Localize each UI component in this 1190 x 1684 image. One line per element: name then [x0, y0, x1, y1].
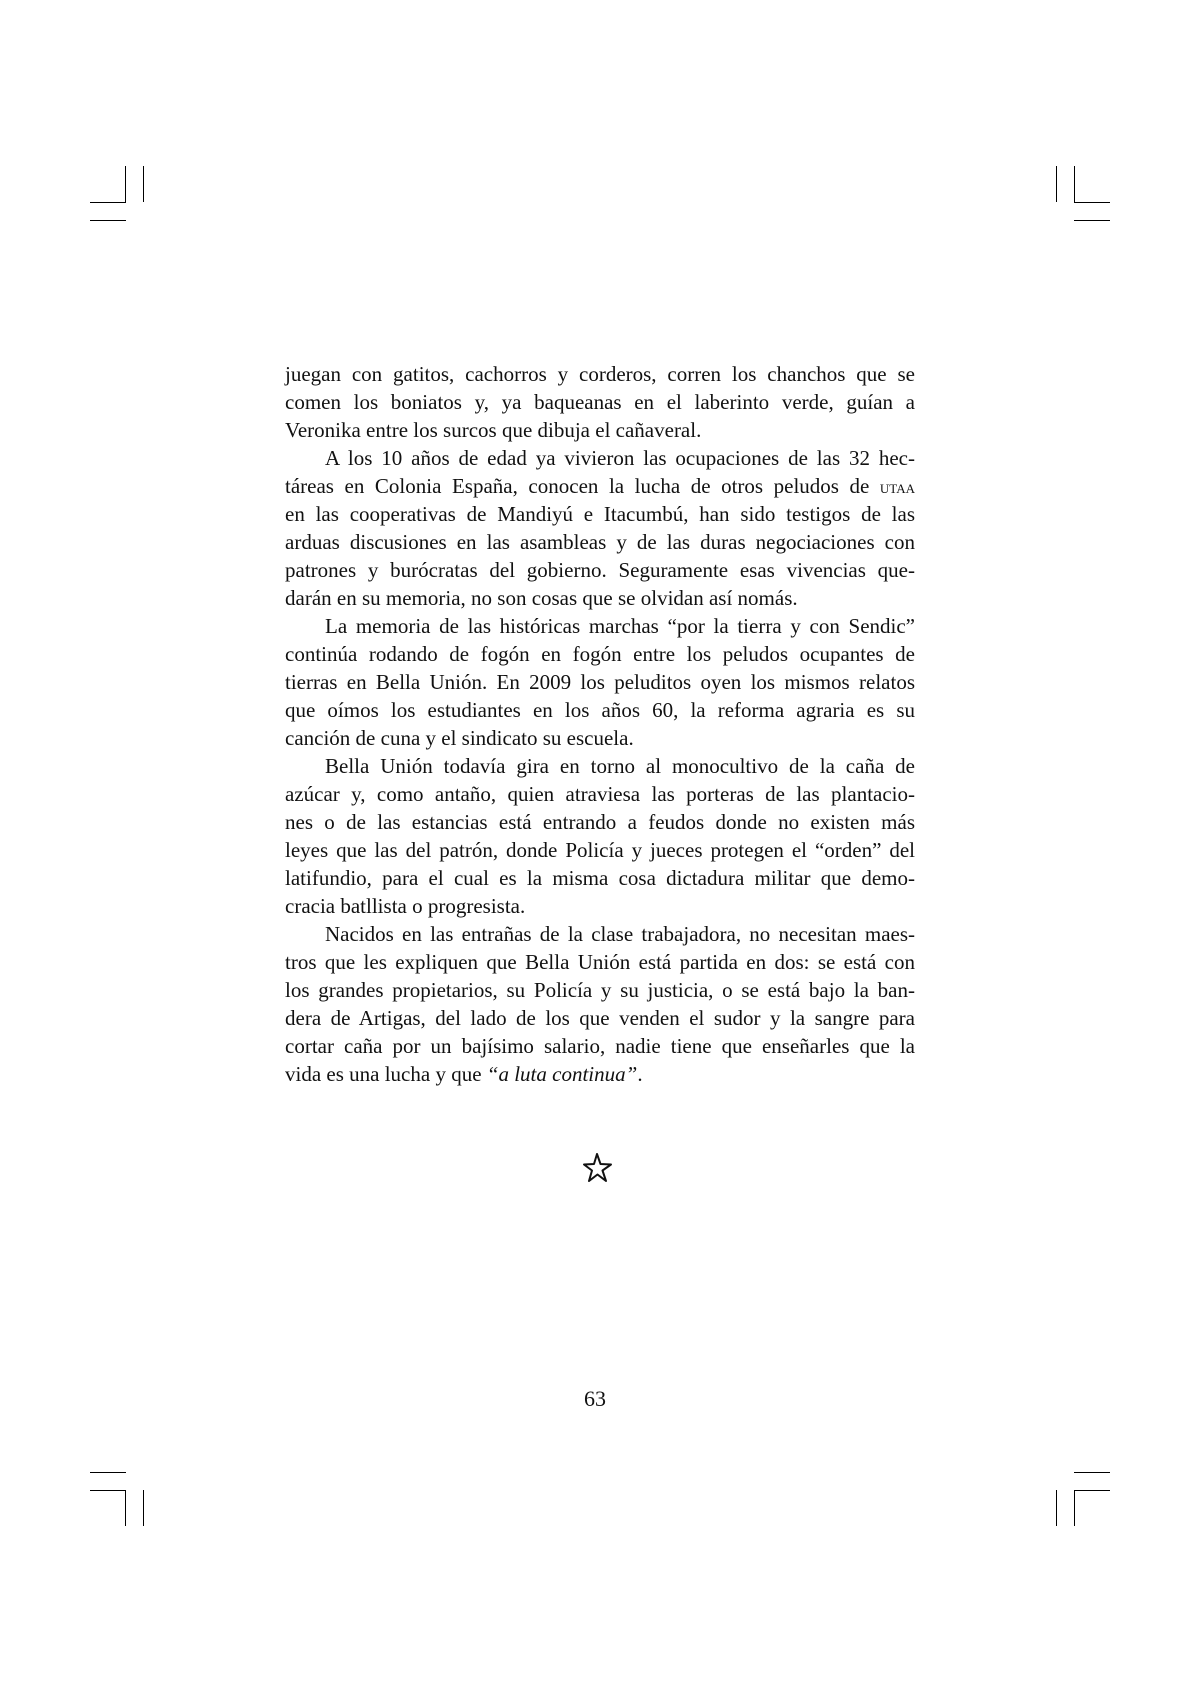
text-line: cracia batllista o progresista.: [285, 894, 526, 918]
crop-mark-top-right-v2: [1074, 166, 1075, 202]
text-line: latifundio, para el cual es la misma cosa dictadura militar que demo-: [285, 866, 915, 890]
text-line: patrones y burócratas del gobierno. Seguramente esas vivencias que-: [285, 558, 915, 582]
paragraph: [285, 612, 915, 752]
text-line: A los 10 años de edad ya vivieron las ocupaciones de las 32 hec-: [325, 446, 915, 470]
text-line: [285, 472, 915, 500]
text-line: juegan con gatitos, cachorros y corderos, corren los chanchos que se: [285, 362, 915, 386]
crop-mark-bottom-left-v2: [143, 1490, 144, 1526]
body-text: [285, 360, 915, 1088]
paragraph: [285, 444, 915, 612]
text-line: [285, 1060, 915, 1088]
text-segment: táreas en Colonia España, conocen la lucha de otros peludos de: [285, 474, 880, 498]
crop-mark-bottom-left-v: [125, 1490, 126, 1526]
crop-mark-bottom-right-v2: [1074, 1490, 1075, 1526]
text-line: azúcar y, como antaño, quien atraviesa las porteras de las plantacio-: [285, 782, 915, 806]
text-line: nes o de las estancias está entrando a feudos donde no existen más: [285, 810, 915, 834]
crop-mark-bottom-right-h2: [1074, 1490, 1110, 1491]
crop-mark-top-left-h2: [90, 220, 126, 221]
text-line: dera de Artigas, del lado de los que venden el sudor y la sangre para: [285, 1006, 915, 1030]
crop-mark-top-right-h: [1074, 202, 1110, 203]
text-line: tros que les expliquen que Bella Unión está partida en dos: se está con: [285, 950, 915, 974]
page-number: 63: [584, 1386, 606, 1411]
text-line: Nacidos en las entrañas de la clase trabajadora, no necesitan maes-: [325, 922, 915, 946]
text-line: canción de cuna y el sindicato su escuela.: [285, 726, 634, 750]
final-punctuation: .: [637, 1062, 643, 1086]
text-line: darán en su memoria, no son cosas que se olvidan así nomás.: [285, 586, 798, 610]
crop-mark-top-right-v: [1056, 166, 1057, 202]
text-line: que oímos los estudiantes en los años 60, la reforma agraria es su: [285, 698, 915, 722]
paragraph: [285, 920, 915, 1088]
paragraph: [285, 360, 915, 444]
text-line: La memoria de las históricas marchas “por la tierra y con Sendic”: [325, 614, 915, 638]
crop-mark-top-right-h2: [1074, 220, 1110, 221]
text-line: cortar caña por un bajísimo salario, nadie tiene que enseñarles que la: [285, 1034, 915, 1058]
acronym: utaa: [879, 477, 915, 498]
text-line: continúa rodando de fogón en fogón entre los peludos ocupantes de: [285, 642, 915, 666]
italic-quote: “a luta continua”: [486, 1062, 638, 1086]
text-line: los grandes propietarios, su Policía y su justicia, o se está bajo la ban-: [285, 978, 915, 1002]
crop-mark-bottom-left-h2: [90, 1490, 126, 1491]
text-line: Bella Unión todavía gira en torno al monocultivo de la caña de: [325, 754, 915, 778]
crop-mark-top-left-v2: [143, 166, 144, 202]
text-line: en las cooperativas de Mandiyú e Itacumbú, han sido testigos de las: [285, 502, 915, 526]
crop-mark-top-left-v: [125, 166, 126, 202]
text-line: Veronika entre los surcos que dibuja el cañaveral.: [285, 418, 702, 442]
text-line: comen los boniatos y, ya baqueanas en el laberinto verde, guían a: [285, 390, 915, 414]
text-segment: vida es una lucha y que: [285, 1062, 487, 1086]
crop-mark-bottom-left-h: [90, 1472, 126, 1473]
crop-mark-bottom-right-h: [1074, 1472, 1110, 1473]
paragraph: [285, 752, 915, 920]
star-outline-icon: [580, 1150, 616, 1186]
crop-mark-bottom-right-v: [1056, 1490, 1057, 1526]
crop-mark-top-left-h: [90, 202, 126, 203]
text-line: tierras en Bella Unión. En 2009 los peluditos oyen los mismos relatos: [285, 670, 915, 694]
text-line: arduas discusiones en las asambleas y de las duras negociaciones con: [285, 530, 915, 554]
text-line: leyes que las del patrón, donde Policía y jueces protegen el “orden” del: [285, 838, 915, 862]
